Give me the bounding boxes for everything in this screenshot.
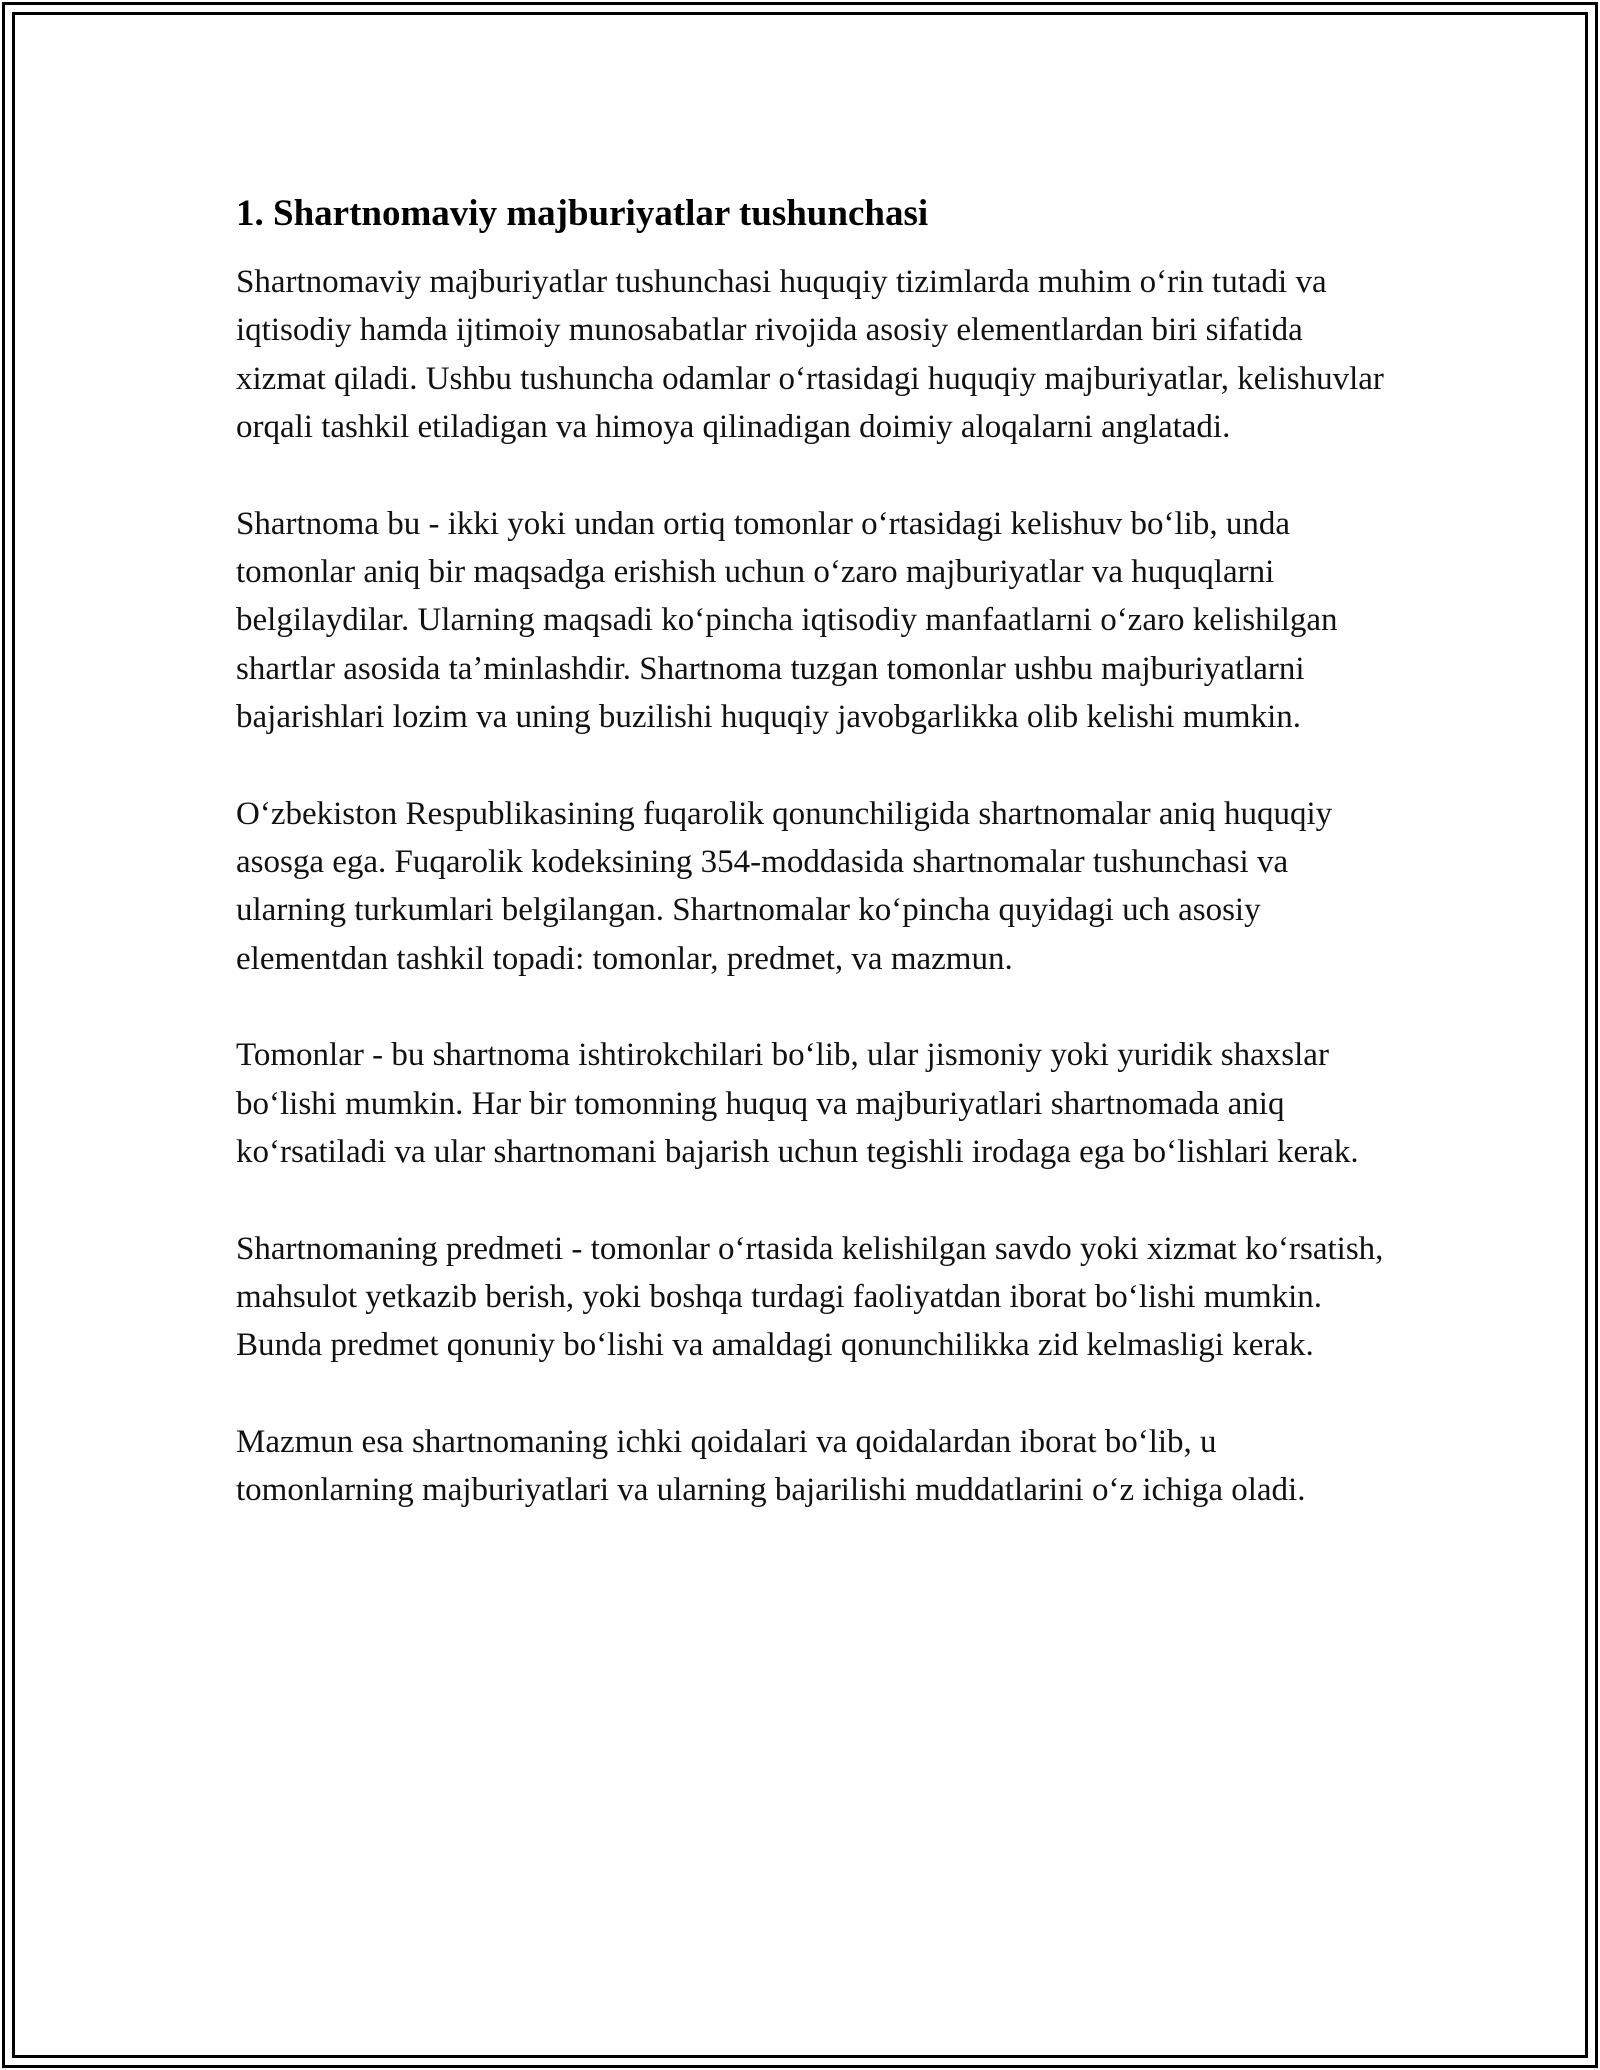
paragraph-2: Shartnoma bu - ikki yoki undan ortiq tomonlar oʻrtasidagi kelishuv boʻlib, unda tomonlar aniq bir maqsadga erishish uchun oʻzaro majburiyatlar va huquqlarni belgilaydilar. Ularning maqsadi koʻpincha iqtisodiy manfaatlarni oʻzaro kelishilgan shartlar asosida taʼminlashdir. Shartnoma tuzgan tomonlar ushbu majburiyatlarni bajarishlari lozim va uning buzilishi huquqiy javobgarlikka olib kelishi mumkin. <box>236 505 1338 736</box>
paragraph-6: Mazmun esa shartnomaning ichki qoidalari va qoidalardan iborat boʻlib, u tomonlarning majburiyatlari va ularning bajarilishi muddatlarini oʻz ichiga oladi. <box>236 1423 1306 1509</box>
document-body <box>236 190 1386 1563</box>
paragraph-4: Tomonlar - bu shartnoma ishtirokchilari boʻlib, ular jismoniy yoki yuridik shaxslar boʻlishi mumkin. Har bir tomonning huquq va majburiyatlari shartnomada aniq koʻrsatiladi va ular shartnomani bajarish uchun tegishli irodaga ega boʻlishlari kerak. <box>236 1037 1359 1171</box>
paragraph-5: Shartnomaning predmeti - tomonlar oʻrtasida kelishilgan savdo yoki xizmat koʻrsatish, mahsulot yetkazib berish, yoki boshqa turdagi faoliyatdan iborat boʻlishi mumkin. Bunda predmet qonuniy boʻlishi va amaldagi qonunchilikka zid kelmasligi kerak. <box>236 1230 1384 1364</box>
section-title: 1. Shartnomaviy majburiyatlar tushunchasi <box>236 193 929 234</box>
paragraph-1: Shartnomaviy majburiyatlar tushunchasi huquqiy tizimlarda muhim oʻrin tutadi va iqtisodiy hamda ijtimoiy munosabatlar rivojida asosiy elementlardan biri sifatida xizmat qiladi. Ushbu tushuncha odamlar oʻrtasidagi huquqiy majburiyatlar, kelishuvlar orqali tashkil etiladigan va himoya qilinadigan doimiy aloqalarni anglatadi. <box>236 264 1384 446</box>
paragraph-3: Oʻzbekiston Respublikasining fuqarolik qonunchiligida shartnomalar aniq huquqiy asosga ega. Fuqarolik kodeksining 354-moddasida shartnomalar tushunchasi va ularning turkumlari belgilangan. Shartnomalar koʻpincha quyidagi uch asosiy elementdan tashkil topadi: tomonlar, predmet, va mazmun. <box>236 795 1333 977</box>
